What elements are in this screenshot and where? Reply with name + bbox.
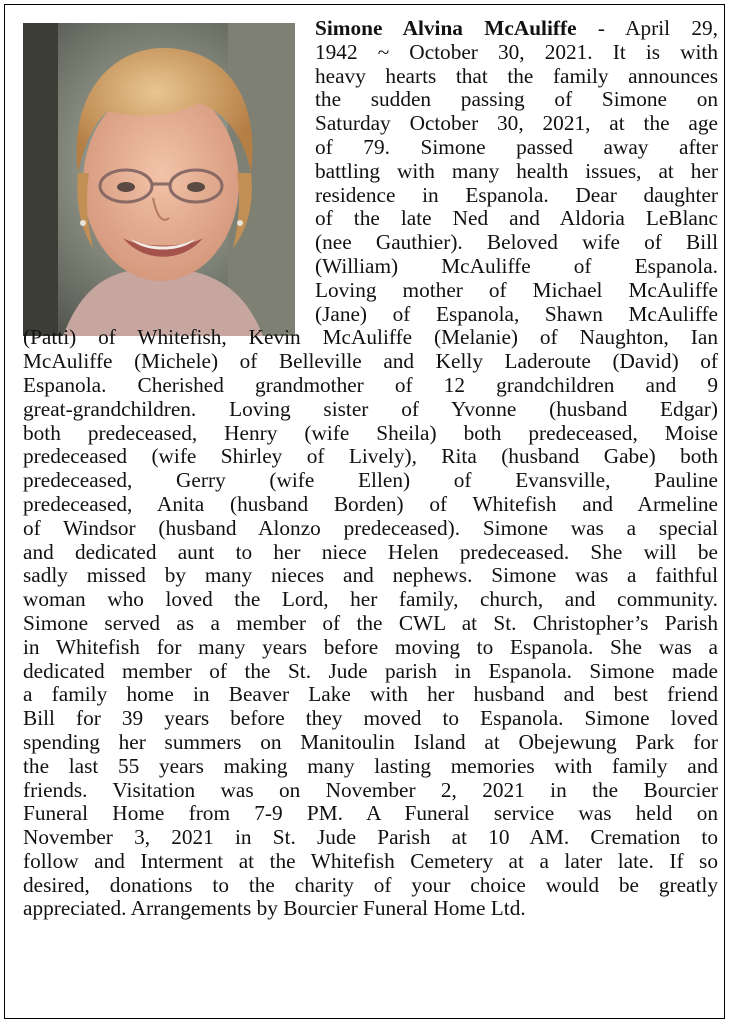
obituary-line: follow and Interment at the Whitefish Cemetery at a later late. If so (23, 848, 718, 873)
obituary-line: (Jane) of Espanola, Shawn McAuliffe (315, 301, 718, 326)
obituary-line: predeceased, Anita (husband Borden) of Whitefish and Armeline (23, 491, 718, 516)
obituary-line: Loving mother of Michael McAuliffe (315, 277, 718, 302)
obituary-line: Espanola. Cherished grandmother of 12 grandchildren and 9 (23, 372, 718, 397)
obituary-line: Simone Alvina McAuliffe - April 29, (315, 16, 718, 40)
obituary-line: desired, donations to the charity of your choice would be greatly (23, 872, 718, 897)
obituary-line: (Patti) of Whitefish, Kevin McAuliffe (Melanie) of Naughton, Ian (23, 325, 718, 350)
obituary-line: friends. Visitation was on November 2, 2021 in the Bourcier (23, 777, 718, 802)
obituary-line: (nee Gauthier). Beloved wife of Bill (315, 230, 718, 255)
obituary-line: of 79. Simone passed away after (315, 134, 718, 159)
obituary-line: residence in Espanola. Dear daughter (315, 182, 718, 207)
obituary-line: of Windsor (husband Alonzo predeceased). Simone was a special (23, 515, 718, 540)
obituary-line: November 3, 2021 in St. Jude Parish at 10 AM. Cremation to (23, 825, 718, 850)
obituary-line: 1942 ~ October 30, 2021. It is with (315, 39, 718, 64)
obituary-line: Bill for 39 years before they moved to Espanola. Simone loved (23, 706, 718, 731)
obituary-line: both predeceased, Henry (wife Sheila) both predeceased, Moise (23, 420, 718, 445)
obituary-line: McAuliffe (Michele) of Belleville and Kelly Laderoute (David) of (23, 349, 718, 374)
obituary-line: of the late Ned and Aldoria LeBlanc (315, 206, 718, 231)
obituary-line: Saturday October 30, 2021, at the age (315, 111, 718, 136)
obituary-line: (William) McAuliffe of Espanola. (315, 253, 718, 278)
obituary-line: appreciated. Arrangements by Bourcier Funeral Home Ltd. (23, 896, 526, 921)
obituary-line: and dedicated aunt to her niece Helen predeceased. She will be (23, 539, 718, 564)
obituary-line: predeceased, Gerry (wife Ellen) of Evansville, Pauline (23, 468, 718, 493)
deceased-name: Simone Alvina McAuliffe (315, 16, 577, 40)
obituary-line: in Whitefish for many years before moving to Espanola. She was a (23, 634, 718, 659)
obituary-line: spending her summers on Manitoulin Island at Obejewung Park for (23, 729, 718, 754)
obituary-line: the sudden passing of Simone on (315, 87, 718, 112)
obituary-line: Simone served as a member of the CWL at St. Christopher’s Parish (23, 610, 718, 635)
obituary-line: predeceased (wife Shirley of Lively), Rita (husband Gabe) both (23, 444, 718, 469)
obituary-line: sadly missed by many nieces and nephews. Simone was a faithful (23, 563, 718, 588)
obituary-text (23, 17, 718, 921)
obituary-line: heavy hearts that the family announces (315, 63, 718, 88)
obituary-line: great-grandchildren. Loving sister of Yvonne (husband Edgar) (23, 396, 718, 421)
obituary-line: woman who loved the Lord, her family, church, and community. (23, 587, 718, 612)
obituary-line: Funeral Home from 7-9 PM. A Funeral service was held on (23, 801, 718, 826)
obituary-line: the last 55 years making many lasting memories with family and (23, 753, 718, 778)
obituary-line: dedicated member of the St. Jude parish in Espanola. Simone made (23, 658, 718, 683)
obituary-frame (4, 4, 725, 1019)
obituary-line: a family home in Beaver Lake with her husband and best friend (23, 682, 718, 707)
obituary-line: battling with many health issues, at her (315, 158, 718, 183)
